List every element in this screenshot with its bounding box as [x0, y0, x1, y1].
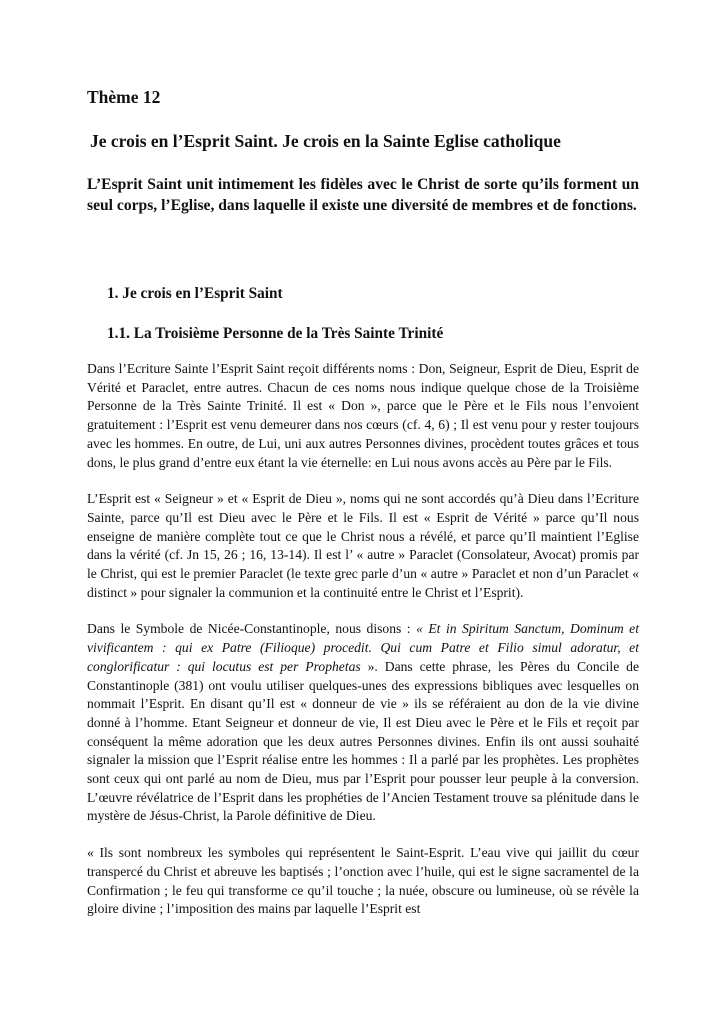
paragraph-rest: ». Dans cette phrase, les Pères du Concile de Constantinople (381) ont voulu utiliser quelques-unes des expressions bibliques avec lesquelles on nommait l’Esprit. En disant qu’Il est « donneur de vie » ils se référaient au don de la vie divine donné à l’homme. Etant Seigneur et donneur de vie, Il est Dieu avec le Père et le Fils et reçoit par conséquent la même adoration que les deux autres Personnes divines. Enfin ils ont aussi souhaité signaler la mission que l’Esprit réalise entre les hommes : Il a parlé par les prophètes. Les prophètes sont ceux qui ont parlé au nom de Dieu, mus par l’Esprit pour pousser leur peuple à la conversion. L’œuvre révélatrice de l’Esprit dans les prophéties de l’Ancien Testament trouve sa plénitude dans le mystère de Jésus-Christ, la Parole définitive de Dieu.	[87, 658, 640, 824]
page-title: Je crois en l’Esprit Saint. Je crois en la Sainte Eglise catholique	[90, 131, 561, 151]
paragraph-lead: Dans le Symbole de Nicée-Constantinople, nous disons :	[87, 621, 417, 637]
subsection-heading: 1.1. La Troisième Personne de la Très Sainte Trinité	[107, 325, 444, 342]
theme-label: Thème 12	[87, 87, 161, 107]
latin-quote: « Et in Spiritum Sanctum, Dominum et vivificantem : qui ex Patre (Filioque) procedit. Qui cum Patre et Filio simul adoratur, et conglorificatur : qui locutus est per Prophetas	[87, 621, 639, 674]
intro-summary: L’Esprit Saint unit intimement les fidèles avec le Christ de sorte qu’ils forment un seul corps, l’Eglise, dans laquelle il existe une diversité de membres et de fonctions.	[87, 176, 639, 214]
paragraph-names-of-spirit: Dans l’Ecriture Sainte l’Esprit Saint reçoit différents noms : Don, Seigneur, Esprit de Dieu, Esprit de Vérité et Paraclet, entre autres. Chacun de ces noms nous indique quelque chose de la Troisième Personne de la Très Sainte Trinité. Il est « Don », parce que le Père et le Fils nous l’envoient gratuitement : l’Esprit est venu demeurer dans nos cœurs (cf. 4, 6) ; Il est venu pour y rester toujours avec les hommes. En outre, de Lui, uni aux autres Personnes divines, procèdent toutes grâces et tous dons, le plus grand d’entre eux étant la vie éternelle: en Lui nous avons accès au Père par le Fils.	[87, 361, 639, 470]
paragraph-lord-spirit-of-god: L’Esprit est « Seigneur » et « Esprit de Dieu », noms qui ne sont accordés qu’à Dieu dans l’Ecriture Sainte, parce qu’Il est Dieu avec le Père et le Fils. Il est « Esprit de Vérité » parce qu’Il nous enseigne de manière complète tout ce que le Christ nous a révélé, et parce qu’Il maintient l’Eglise dans la vérité (cf. Jn 15, 26 ; 16, 13-14). Il est l’ « autre » Paraclet (Consolateur, Avocat) promis par le Christ, qui est le premier Paraclet (le texte grec parle d’un « autre » Paraclet et non d’un Paraclet « distinct » pour signaler la communion et la continuité entre le Christ et l’Esprit).	[87, 491, 639, 600]
paragraph-nicene-creed	[87, 620, 639, 826]
paragraph-symbols: « Ils sont nombreux les symboles qui représentent le Saint-Esprit. L’eau vive qui jaillit du cœur transpercé du Christ et abreuve les baptisés ; l’onction avec l’huile, qui est le signe sacramentel de la Confirmation ; le feu qui transforme ce qu’il touche ; la nuée, obscure ou lumineuse, où se révèle la gloire divine ; l’imposition des mains par laquelle l’Esprit est	[87, 845, 639, 917]
section-heading: 1. Je crois en l’Esprit Saint	[107, 285, 283, 302]
document-page	[87, 86, 639, 919]
